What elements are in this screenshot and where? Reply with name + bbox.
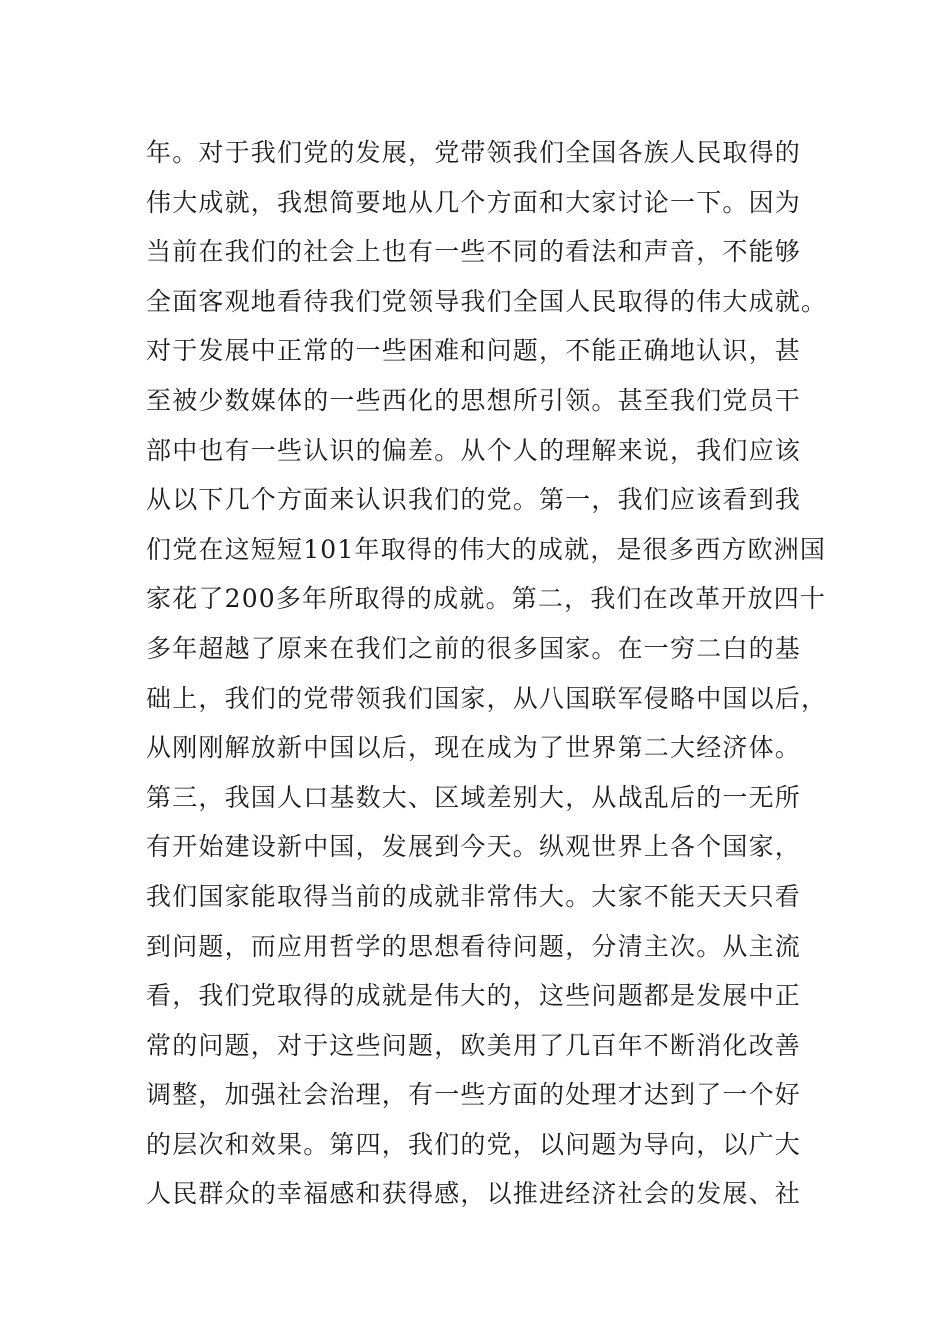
text-line-6: 至被少数媒体的一些西化的思想所引领。甚至我们党员干 — [146, 385, 802, 415]
text-line-21: 的层次和效果。第四，我们的党，以问题为导向，以广大 — [146, 1129, 802, 1159]
text-line-18: 看，我们党取得的成就是伟大的，这些问题都是发展中正 — [146, 981, 802, 1011]
text-line-3: 当前在我们的社会上也有一些不同的看法和声音，不能够 — [146, 237, 802, 267]
text-line-12: 础上，我们的党带领我们国家，从八国联军侵略中国以后， — [146, 683, 828, 713]
text-line-13: 从刚刚解放新中国以后，现在成为了世界第二大经济体。 — [146, 733, 802, 763]
text-line-19: 常的问题，对于这些问题，欧美用了几百年不断消化改善 — [146, 1030, 802, 1060]
text-line-20: 调整，加强社会治理，有一些方面的处理才达到了一个好 — [146, 1080, 802, 1110]
text-line-11: 多年超越了原来在我们之前的很多国家。在一穷二白的基 — [146, 633, 802, 663]
text-line-1: 年。对于我们党的发展，党带领我们全国各族人民取得的 — [146, 138, 802, 167]
text-line-17: 到问题，而应用哲学的思想看待问题，分清主次。从主流 — [146, 931, 802, 961]
text-line-2: 伟大成就，我想简要地从几个方面和大家讨论一下。因为 — [146, 187, 802, 217]
text-line-10: 家花了200多年所取得的成就。第二，我们在改革开放四十 — [146, 584, 827, 614]
text-line-5: 对于发展中正常的一些困难和问题，不能正确地认识，甚 — [146, 336, 802, 366]
text-line-9: 们党在这短短101年取得的伟大的成就，是很多西方欧洲国 — [146, 534, 827, 564]
text-line-7: 部中也有一些认识的偏差。从个人的理解来说，我们应该 — [146, 435, 802, 465]
text-line-14: 第三，我国人口基数大、区域差别大，从战乱后的一无所 — [146, 782, 802, 812]
text-line-16: 我们国家能取得当前的成就非常伟大。大家不能天天只看 — [146, 881, 802, 911]
body-text — [146, 128, 828, 1219]
text-line-4: 全面客观地看待我们党领导我们全国人民取得的伟大成就。 — [146, 286, 828, 316]
text-line-15: 有开始建设新中国，发展到今天。纵观世界上各个国家， — [146, 832, 802, 862]
text-line-22: 人民群众的幸福感和获得感，以推进经济社会的发展、社 — [146, 1179, 802, 1209]
text-line-8: 从以下几个方面来认识我们的党。第一，我们应该看到我 — [146, 485, 802, 515]
